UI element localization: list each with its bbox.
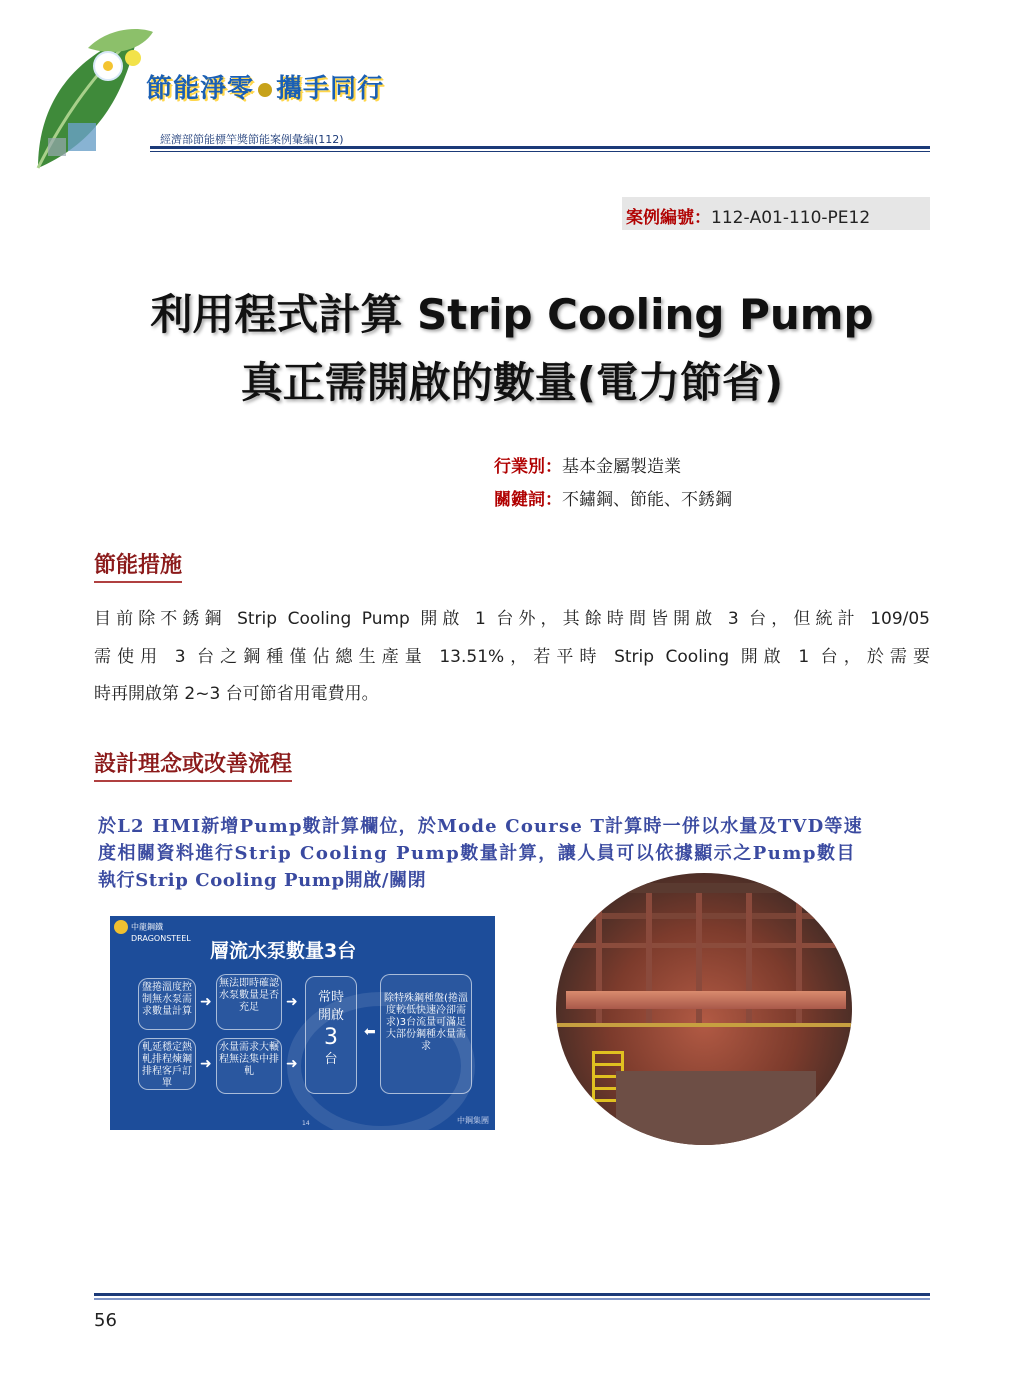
header-rule-thin (150, 151, 930, 152)
industry-value: 基本金屬製造業 (562, 457, 681, 477)
slide-box-special-steel: 除特殊鋼種盤(捲溫度較低快速冷卻需求)3台流量可滿足大部份鋼種水量需求 (380, 974, 472, 1094)
banner-title (146, 68, 384, 105)
keywords-row (494, 485, 732, 510)
slide-arrow-left-icon: ⬅ (364, 1024, 376, 1040)
slide-always-on-line2: 開啟 (317, 1008, 344, 1023)
industry-row (494, 452, 681, 477)
slide-arrow-icon: ➜ (200, 994, 212, 1010)
slide-arrow-icon: ➜ (286, 1056, 298, 1072)
header-subtitle: 經濟部節能標竿獎節能案例彙編(112) (160, 133, 344, 146)
cooling-line-photo (556, 873, 852, 1145)
hmi-line-1: 於L2 HMI新增Pump數計算欄位，於Mode Course T計算時一併以水量及TVD等速 (98, 816, 863, 837)
slide-box-rolling-schedule: 軋延穩定熱軋排程煉鋼排程客戶訂單 (138, 1038, 196, 1090)
pump-slide (110, 916, 495, 1130)
keywords-value: 不鏽鋼、節能、不銹鋼 (562, 490, 732, 510)
slide-arrow-icon: ➜ (200, 1056, 212, 1072)
banner-dot-icon (258, 83, 272, 97)
page-number: 56 (94, 1310, 117, 1331)
leaf-logo-icon (28, 18, 158, 183)
slide-box-water-demand: 水量需求大輾程無法集中排軋 (216, 1038, 282, 1094)
slide-always-on-number: 3 (324, 1025, 338, 1050)
slide-title: 層流水泵數量3台 (210, 940, 357, 962)
slide-brand (114, 920, 191, 943)
page-title-line1: 利用程式計算 Strip Cooling Pump (150, 290, 874, 339)
slide-brand-cn: 中龍鋼鐵 (131, 922, 163, 932)
dragonsteel-logo-icon (114, 920, 128, 934)
banner-title-left: 節能淨零 (146, 74, 255, 104)
hmi-line-3: 執行Strip Cooling Pump開啟/關閉 (98, 870, 427, 891)
case-number-value: 112-A01-110-PE12 (711, 208, 871, 228)
header-rule (150, 146, 930, 149)
footer-rule-thin (94, 1298, 930, 1300)
slide-footer: 中鋼集團 (457, 1116, 489, 1125)
page-title-line2: 真正需開啟的數量(電力節省) (240, 358, 784, 407)
case-number (626, 203, 870, 228)
keywords-label: 關鍵詞： (494, 490, 562, 510)
slide-arrow-icon: ➜ (286, 994, 298, 1010)
measures-line-3: 時再開啟第 2~3 台可節省用電費用。 (94, 684, 379, 704)
industry-label: 行業別： (494, 457, 562, 477)
banner-title-right: 攜手同行 (276, 74, 385, 104)
case-number-label: 案例編號： (626, 208, 711, 228)
slide-page-number: 14 (302, 1120, 310, 1127)
slide-always-on-unit: 台 (324, 1052, 338, 1067)
hmi-line-2: 度相關資料進行Strip Cooling Pump數量計算，讓人員可以依據顯示之Pump數目 (98, 843, 856, 864)
section-title-measures: 節能措施 (94, 548, 182, 583)
measures-line-1: 目前除不銹鋼 Strip Cooling Pump 開啟 1 台外，其餘時間皆開啟 3 台，但統計 109/05 (94, 609, 930, 629)
slide-always-on-line1: 常時 (317, 990, 344, 1005)
slide-brand-en: DRAGONSTEEL (131, 934, 191, 943)
slide-box-pump-check: 無法即時確認水泵數量是否充足 (216, 974, 282, 1030)
slide-box-coil-temp: 盤捲溫度控制無水泵需求數量計算 (138, 978, 196, 1030)
slide-box-always-on (305, 976, 357, 1094)
measures-line-2: 需使用 3 台之鋼種僅佔總生產量 13.51%，若平時 Strip Cooling 開啟 1 台，於需要 (94, 647, 930, 667)
section-title-design: 設計理念或改善流程 (94, 747, 292, 782)
footer-rule (94, 1293, 930, 1296)
